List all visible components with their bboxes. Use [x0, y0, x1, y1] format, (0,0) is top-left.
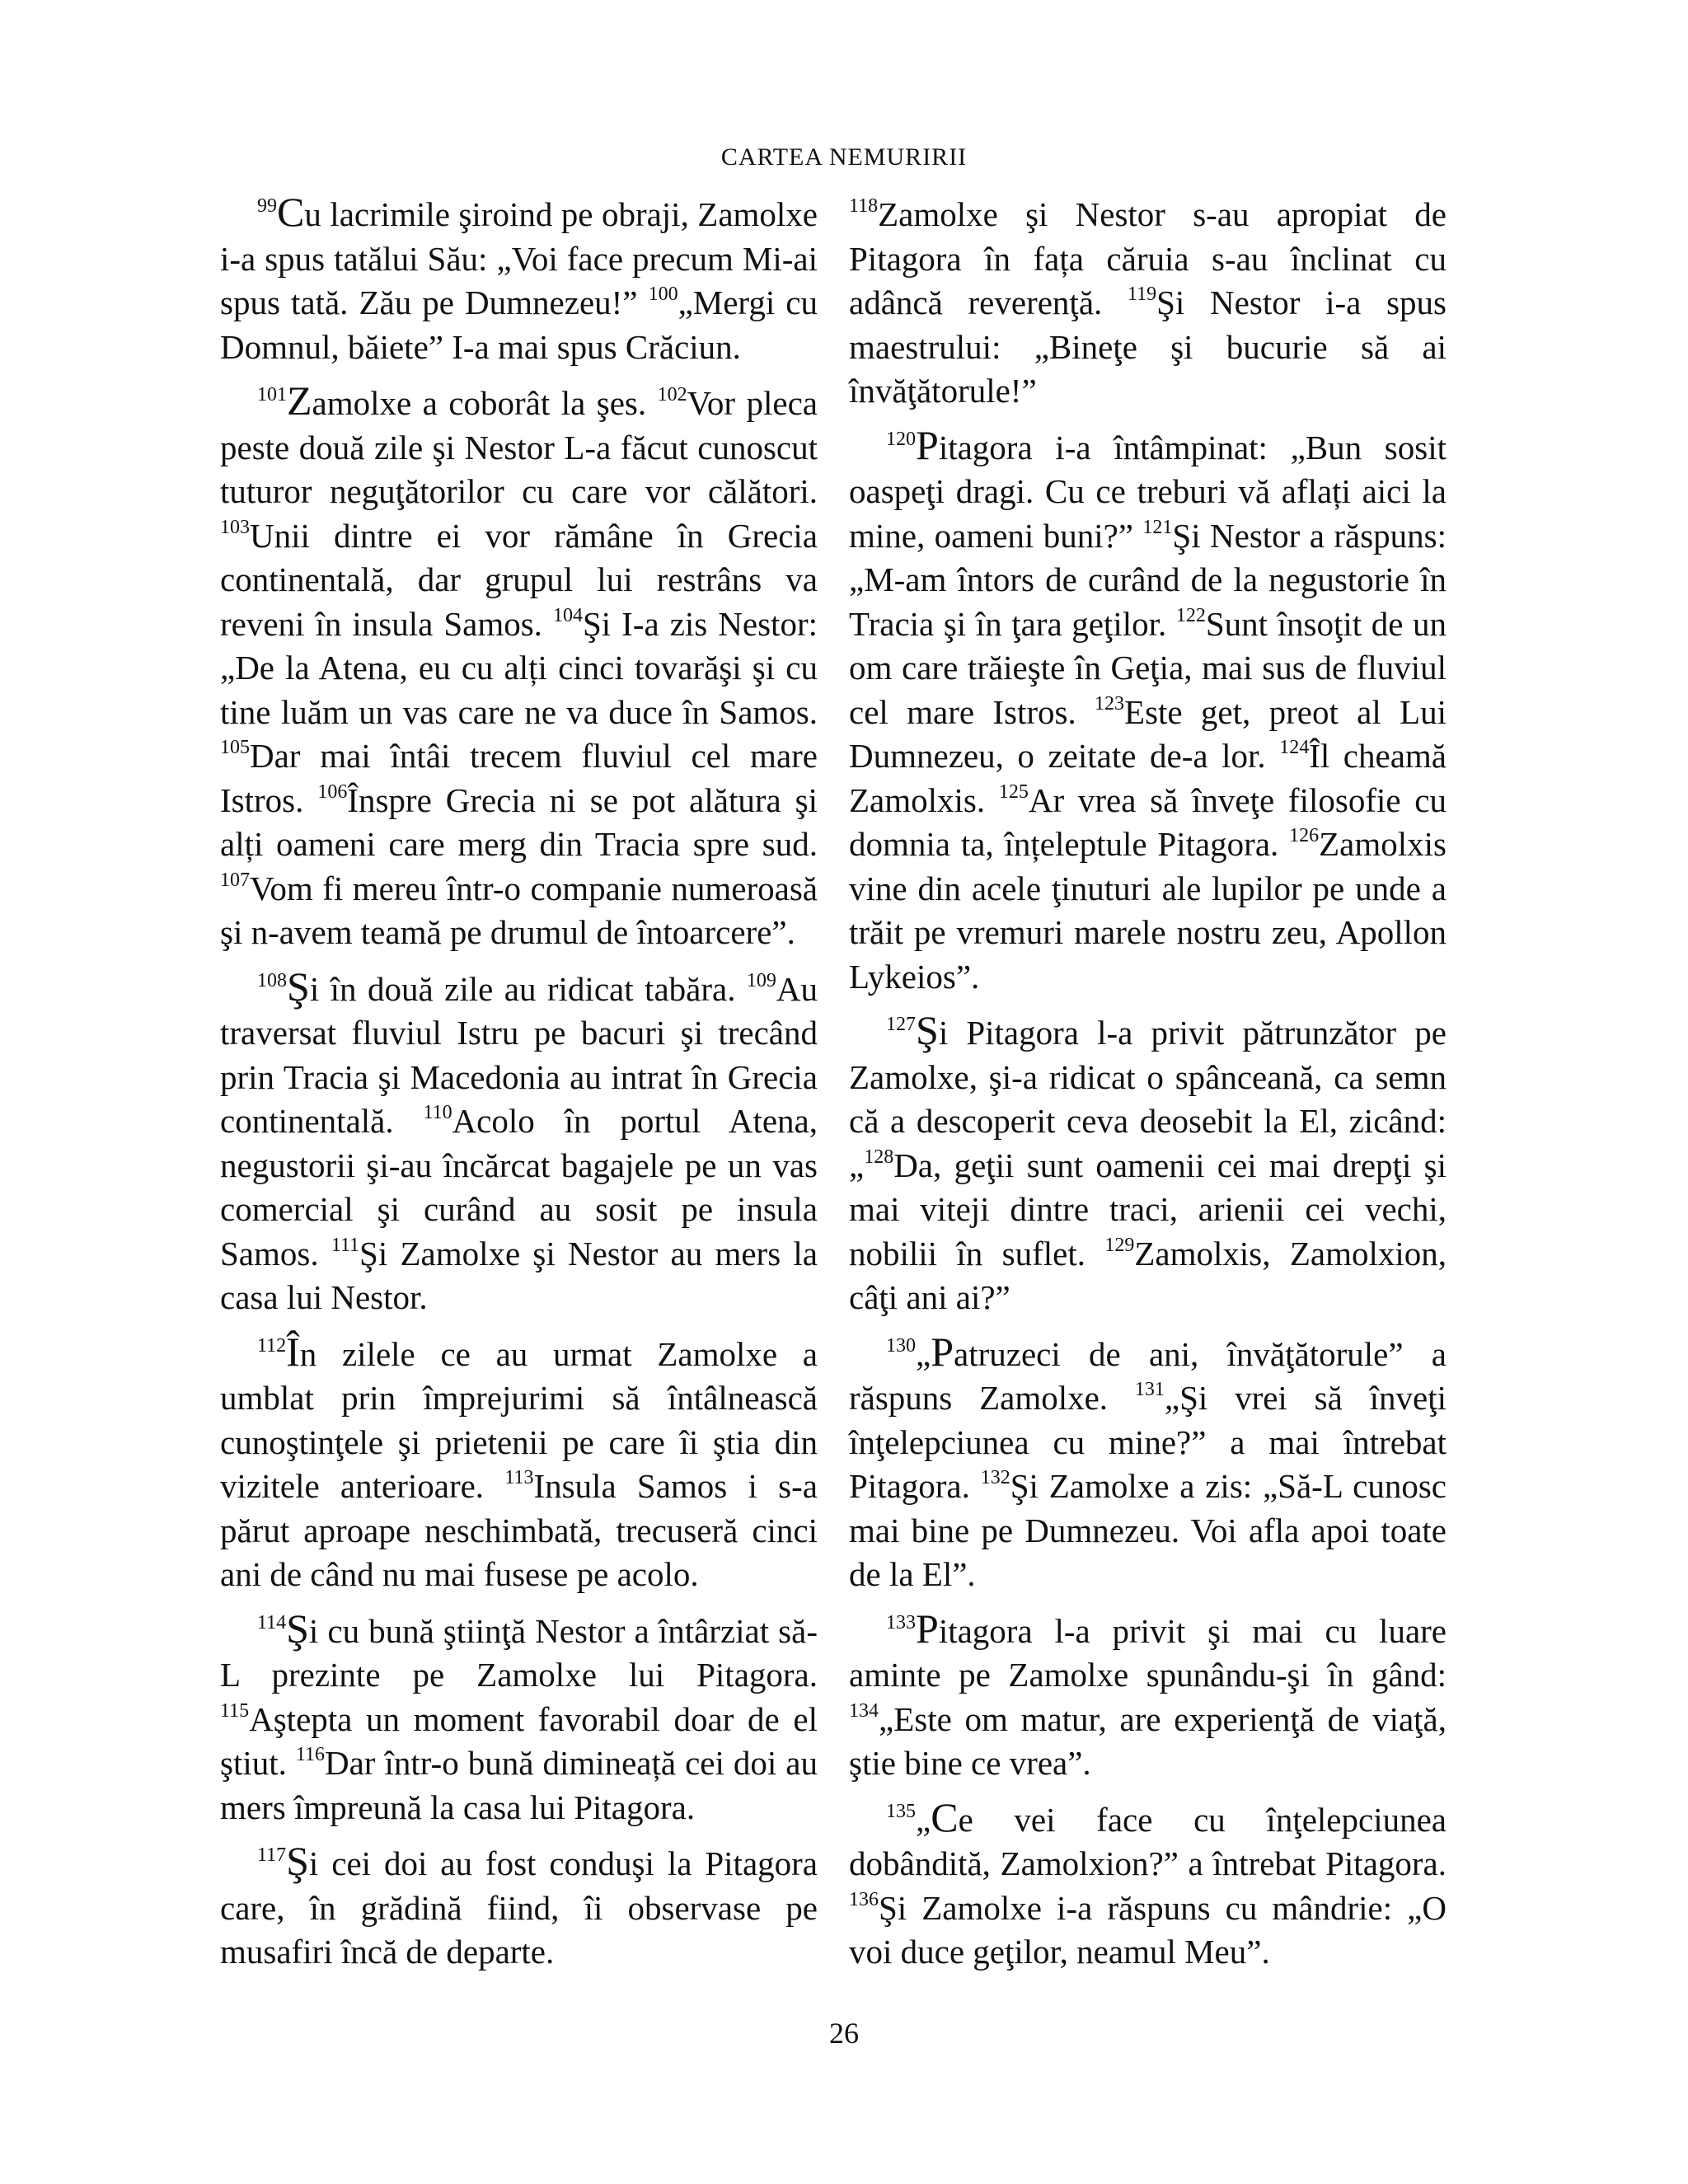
verse-number: 117 — [257, 1844, 287, 1866]
verse-number: 134 — [849, 1699, 879, 1722]
verse-text: Vor pleca peste două zile şi Nestor L-a făcut cunoscut tuturor neguţătorilor cu care vor călători. — [220, 384, 818, 510]
verse-text: Înspre Grecia ni se pot alătura şi alți oameni care merg din Tracia spre sud. — [220, 780, 818, 863]
initial-letter: P — [916, 1605, 939, 1652]
verse-number: 110 — [423, 1102, 452, 1123]
verse-number: 108 — [257, 969, 287, 991]
verse-number: 100 — [648, 284, 678, 305]
verse-number: 131 — [1134, 1379, 1165, 1400]
initial-letter: Z — [287, 377, 312, 424]
verse-text: Dar într-o bună dimineață cei doi au mers împreună la casa lui Pitagora. — [220, 1744, 818, 1826]
verse-text: Dar mai întâi trecem fluviul cel mare Istros. — [220, 737, 818, 819]
verse-number: 122 — [1175, 604, 1206, 626]
verse-number: 119 — [1128, 284, 1157, 305]
initial-letter: Ş — [916, 1007, 939, 1053]
verse-number: 104 — [552, 604, 583, 626]
verse-number: 112 — [257, 1334, 287, 1357]
verse-text: Vom fi mereu într-o companie numeroasă şi n-avem teamă pe drumul de întoarcere”. — [220, 869, 818, 951]
verse-text: „Este om matur, are experienţă de viaţă, ştie bine ce vrea”. — [849, 1699, 1447, 1782]
verse-text: i cu bună ştiinţă Nestor a întârziat să-L prezinte pe Zamolxe lui Pitagora. — [220, 1611, 818, 1694]
paragraph — [220, 1328, 818, 1597]
verse-number: 113 — [504, 1467, 534, 1488]
verse-text: Ar vrea să înveţe filosofie cu domnia ta, înțeleptule Pitagora. — [849, 780, 1447, 863]
paragraph — [220, 189, 818, 369]
verse-number: 115 — [220, 1699, 250, 1722]
verse-number: 107 — [220, 869, 250, 891]
verse-text: Acolo în portul Atena, negustorii şi-au încărcat bagajele pe un vas comercial şi curând au sosit pe insula Samos. — [220, 1102, 818, 1272]
verse-text: Şi Zamolxe a zis: „Să-L cunosc mai bine pe Dumnezeu. Voi afla apoi toate de la El”. — [849, 1467, 1447, 1593]
verse-text: atruzeci de ani, învăţătorule” a răspuns Zamolxe. — [849, 1334, 1447, 1417]
paragraph — [849, 421, 1447, 1000]
verse-number: 125 — [998, 780, 1029, 803]
verse-number: 132 — [980, 1467, 1010, 1488]
verse-text: „Şi vrei să înveţi înţelepciunea cu mine?” a mai întrebat Pitagora. — [849, 1379, 1447, 1505]
verse-number: 99 — [257, 195, 277, 217]
initial-letter: C — [931, 1793, 959, 1840]
initial-letter: C — [277, 189, 305, 235]
verse-text: „Mergi cu Domnul, băiete” I-a mai spus Crăciun. — [220, 284, 818, 366]
verse-number: 116 — [295, 1744, 325, 1765]
verse-number: 102 — [657, 384, 687, 405]
verse-text: i în două zile au ridicat tabăra. — [309, 969, 747, 1008]
verse-text: Zamolxe şi Nestor s-au apropiat de Pitagora în fața căruia s-au înclinat cu adâncă reverenţă. — [849, 195, 1447, 321]
verse-text: Şi Nestor a răspuns: „M-am întors de curând de la negustorie în Tracia şi în ţara geţilor. — [849, 516, 1447, 643]
paragraph — [849, 1793, 1447, 1975]
verse-text: Şi I-a zis Nestor: „De la Atena, eu cu alți cinci tovarăşi şi cu tine luăm un vas care ne va duce în Samos. — [220, 604, 818, 731]
verse-text: n zilele ce au urmat Zamolxe a umblat prin împrejurimi să întâlnească cunoştinţele şi prietenii pe care îi ştia din vizitele anterioare. — [220, 1334, 818, 1505]
verse-text: e vei face cu înţelepciunea dobândită, Zamolxion?” a întrebat Pitagora. — [849, 1800, 1447, 1882]
verse-number: 129 — [1104, 1234, 1135, 1256]
page-number: 26 — [829, 2017, 859, 2050]
verse-text: Şi Zamolxe şi Nestor au mers la casa lui Nestor. — [220, 1234, 818, 1316]
verse-number: 133 — [886, 1611, 916, 1633]
paragraph — [220, 377, 818, 955]
verse-text: Şi Nestor i-a spus maestrului: „Bineţe şi bucurie să ai învăţătorule!” — [849, 284, 1447, 410]
verse-text: u lacrimile şiroind pe obraji, Zamolxe i-a spus tatălui Său: „Voi face precum Mi-ai spus tată. Zău pe Dumnezeu!” — [220, 195, 818, 321]
verse-number: 121 — [1142, 516, 1173, 538]
initial-letter: Ş — [286, 1838, 309, 1884]
verse-number: 136 — [849, 1888, 879, 1910]
verse-number: 123 — [1095, 692, 1125, 715]
initial-letter: P — [931, 1328, 954, 1375]
verse-text: Zamolxis, Zamolxion, câţi ani ai?” — [849, 1234, 1447, 1316]
verse-text: amolxe a coborât la şes. — [312, 384, 658, 422]
verse-text: Zamolxis vine din acele ţinuturi ale lupilor pe unde a trăit pe vremuri marele nostru zeu, Apollon Lykeios”. — [849, 825, 1447, 996]
left-column — [220, 189, 818, 1987]
verse-text: Îl cheamă Zamolxis. — [849, 737, 1447, 819]
verse-number: 135 — [886, 1800, 916, 1822]
verse-text: itagora i-a întâmpinat: „Bun sosit oaspeţi dragi. Cu ce treburi vă aflați aici la mine, oameni buni?” — [849, 428, 1447, 555]
initial-letter: Î — [286, 1328, 300, 1375]
verse-number: 106 — [317, 780, 348, 803]
verse-text: i cei doi au fost conduşi la Pitagora care, în grădină fiind, îi observase pe musafiri încă de departe. — [220, 1844, 818, 1971]
right-column — [849, 193, 1447, 1987]
verse-number: 109 — [746, 969, 776, 991]
verse-number: 126 — [1289, 825, 1320, 846]
verse-text: „ — [916, 1800, 931, 1839]
paragraph — [849, 193, 1447, 414]
initial-letter: Ş — [286, 1605, 309, 1652]
verse-number: 128 — [864, 1146, 894, 1168]
verse-text: Sunt însoţit de un om care trăieşte în Geţia, mai sus de fluviul cel mare Istros. — [849, 604, 1447, 731]
verse-text: Este get, preot al Lui Dumnezeu, o zeitate de-a lor. — [849, 692, 1447, 775]
verse-text: Au traversat fluviul Istru pe bacuri şi trecând prin Tracia şi Macedonia au intrat în Grecia continentală. — [220, 969, 818, 1140]
verse-number: 103 — [220, 516, 250, 538]
verse-number: 105 — [220, 737, 250, 758]
verse-text: Unii dintre ei vor rămâne în Grecia continentală, dar grupul lui restrâns va reveni în insula Samos. — [220, 516, 818, 643]
verse-number: 130 — [886, 1334, 916, 1357]
paragraph — [220, 963, 818, 1320]
paragraph — [849, 1328, 1447, 1597]
verse-text: itagora l-a privit şi mai cu luare aminte pe Zamolxe spunându-şi în gând: — [849, 1611, 1447, 1694]
verse-number: 114 — [257, 1611, 287, 1633]
paragraph — [220, 1605, 818, 1830]
running-title: CARTEA NEMURIRII — [720, 143, 968, 171]
initial-letter: Ş — [287, 963, 310, 1010]
verse-text: i Pitagora l-a privit pătrunzător pe Zamolxe, şi-a ridicat o spânceană, ca semn că a descoperit ceva deosebit la El, zicând: „ — [849, 1014, 1447, 1184]
verse-number: 111 — [331, 1234, 360, 1256]
verse-text: Şi Zamolxe i-a răspuns cu mândrie: „O voi duce geţilor, neamul Meu”. — [849, 1888, 1447, 1971]
initial-letter: P — [916, 421, 939, 468]
verse-number: 118 — [849, 195, 879, 217]
verse-text: Aştepta un moment favorabil doar de el ştiut. — [220, 1699, 818, 1782]
verse-text: „ — [916, 1334, 931, 1373]
verse-number: 120 — [886, 428, 916, 450]
verse-text: Insula Samos i s-a părut aproape neschimbată, trecuseră cinci ani de când nu mai fusese pe acolo. — [220, 1467, 818, 1593]
paragraph — [849, 1605, 1447, 1786]
verse-number: 127 — [886, 1014, 916, 1035]
paragraph — [220, 1838, 818, 1975]
verse-number: 101 — [257, 384, 287, 405]
verse-text: Da, geţii sunt oamenii cei mai drepţi şi mai viteji dintre traci, arienii cei vechi, nobilii în suflet. — [849, 1146, 1447, 1272]
paragraph — [849, 1007, 1447, 1320]
verse-number: 124 — [1279, 737, 1310, 758]
